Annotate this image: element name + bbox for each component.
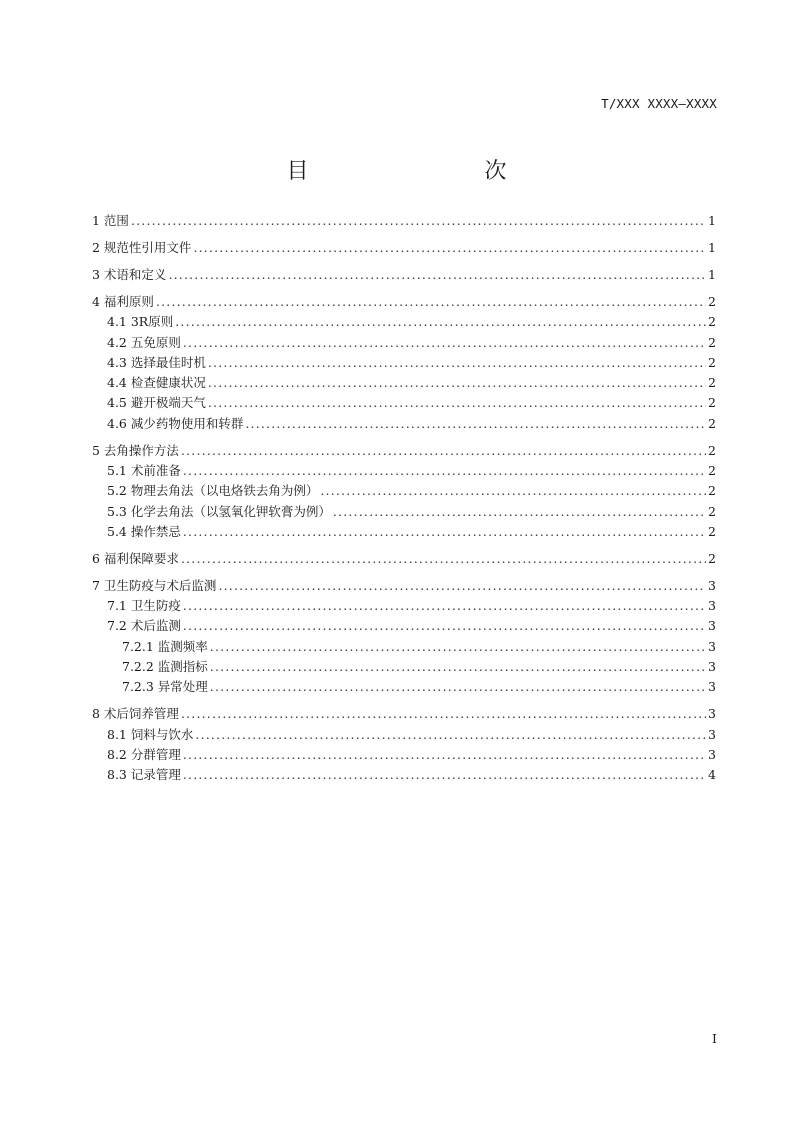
toc-entry[interactable] [92,481,716,501]
toc-entry-page: 2 [708,442,716,458]
toc-entry-page: 2 [708,523,716,539]
toc-dot-leader [218,576,706,596]
page-number: I [712,1031,717,1046]
toc-entry[interactable] [92,549,716,569]
toc-dot-leader [208,373,706,393]
toc-entry-page: 2 [708,550,716,566]
toc-entry[interactable] [92,393,716,413]
toc-dot-leader [175,312,706,332]
toc-entry-title: 7.2.2 监测指标 [122,659,208,675]
toc-entry-title: 5.1 术前准备 [107,463,181,479]
toc-entry[interactable] [92,677,716,697]
toc-dot-leader [183,596,706,616]
page-title: 目 次 [286,159,551,184]
toc-entry-page: 1 [708,213,716,228]
toc-dot-leader [210,677,706,697]
toc-entry[interactable] [92,441,716,461]
toc-dot-leader [168,265,706,285]
toc-entry-title: 2 规范性引用文件 [92,239,192,255]
toc-entry-page: 3 [708,598,716,614]
toc-entry-title: 7.2.1 监测频率 [122,638,208,654]
toc-dot-leader [210,657,706,677]
toc-entry[interactable] [92,657,716,677]
toc-entry-title: 8.2 分群管理 [107,746,181,762]
toc-entry[interactable] [92,292,716,312]
toc-dot-leader [208,353,706,373]
toc-entry-title: 4.3 选择最佳时机 [107,354,206,370]
toc-entry-title: 7.2 术后监测 [107,618,181,634]
toc-dot-leader [156,292,706,312]
toc-entry-title: 7 卫生防疫与术后监测 [92,577,217,593]
toc-entry-page: 3 [708,638,716,654]
toc-entry[interactable] [92,353,716,373]
toc-entry-title: 5.3 化学去角法（以氢氧化钾软膏为例） [107,503,331,519]
toc-entry-page: 4 [708,767,716,783]
toc-dot-leader [181,704,706,724]
toc-entry[interactable] [92,596,716,616]
toc-entry[interactable] [92,312,716,332]
toc-entry-page: 3 [708,706,716,722]
toc-entry[interactable] [92,704,716,724]
toc-entry-title: 4.5 避开极端天气 [107,395,206,411]
toc-entry-title: 5.4 操作禁忌 [107,523,181,539]
toc-entry-title: 4.6 减少药物使用和转群 [107,415,244,431]
toc-dot-leader [210,637,706,657]
toc-entry[interactable] [92,333,716,353]
toc-entry[interactable] [92,238,716,258]
toc-dot-leader [183,333,706,353]
toc-entry[interactable] [92,745,716,765]
toc-entry-page: 3 [708,746,716,762]
toc-dot-leader [195,725,706,745]
toc-entry-page: 1 [708,266,716,282]
toc-dot-leader [333,502,706,522]
toc-entry-title: 4 福利原则 [92,293,154,309]
document-code: T/XXX XXXX—XXXX [601,96,717,111]
toc-entry-page: 2 [708,395,716,411]
toc-dot-leader [183,765,706,785]
toc-entry-title: 5.2 物理去角法（以电烙铁去角为例） [107,483,319,499]
toc-entry-page: 1 [708,239,716,255]
toc-entry[interactable] [92,522,716,542]
toc-entry-page: 3 [708,659,716,675]
toc-entry[interactable] [92,265,716,285]
toc-entry-title: 8.1 饲料与饮水 [107,726,194,742]
toc-entry-title: 5 去角操作方法 [92,442,179,458]
toc-entry-title: 3 术语和定义 [92,266,167,282]
toc-entry[interactable] [92,765,716,785]
toc-entry-page: 2 [708,463,716,479]
toc-entry[interactable] [92,461,716,481]
toc-entry[interactable] [92,211,716,231]
toc-entry-page: 2 [708,483,716,499]
toc-entry-page: 3 [708,679,716,695]
toc-entry[interactable] [92,414,716,434]
table-of-contents [92,211,716,786]
toc-entry-page: 2 [708,503,716,519]
toc-entry[interactable] [92,502,716,522]
toc-entry-title: 8 术后饲养管理 [92,706,179,722]
toc-dot-leader [131,211,706,231]
toc-dot-leader [183,745,706,765]
toc-dot-leader [181,441,706,461]
toc-entry[interactable] [92,637,716,657]
toc-entry-page: 3 [708,577,716,593]
toc-entry-title: 6 福利保障要求 [92,550,179,566]
toc-entry-page: 3 [708,726,716,742]
toc-dot-leader [245,414,706,434]
toc-dot-leader [208,393,706,413]
toc-entry-page: 3 [708,618,716,634]
toc-entry[interactable] [92,616,716,636]
toc-entry-page: 2 [708,375,716,391]
toc-entry-title: 4.4 检查健康状况 [107,375,206,391]
toc-entry-title: 8.3 记录管理 [107,767,181,783]
toc-dot-leader [181,549,706,569]
toc-entry[interactable] [92,576,716,596]
toc-dot-leader [183,461,706,481]
toc-entry-title: 7.1 卫生防疫 [107,598,181,614]
toc-entry-title: 1 范围 [92,213,129,228]
toc-entry-page: 2 [708,293,716,309]
toc-entry-page: 2 [708,334,716,350]
toc-entry[interactable] [92,373,716,393]
toc-entry[interactable] [92,725,716,745]
toc-entry-title: 4.2 五免原则 [107,334,181,350]
toc-entry-title: 4.1 3R原则 [107,314,174,330]
toc-entry-page: 2 [708,314,716,330]
toc-entry-title: 7.2.3 异常处理 [122,679,208,695]
toc-dot-leader [183,522,706,542]
toc-dot-leader [193,238,706,258]
toc-entry-page: 2 [708,354,716,370]
toc-dot-leader [183,616,706,636]
toc-entry-page: 2 [708,415,716,431]
toc-dot-leader [320,481,706,501]
